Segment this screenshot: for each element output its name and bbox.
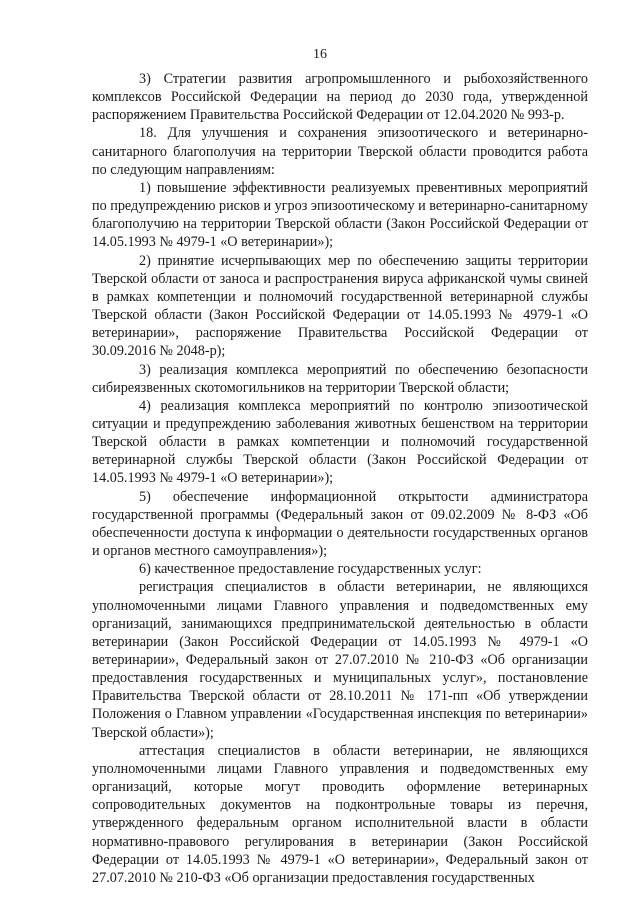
paragraph-direction-5: 5) обеспечение информационной открытости администратора государственной программы (Федеральный закон от 09.02.2009 № 8-ФЗ «Об обеспеченности доступа к информации о деятельности государственных органов и органов местного самоуправления»); — [92, 488, 588, 560]
paragraph-direction-6: 6) качественное предоставление государственных услуг: — [139, 561, 482, 578]
paragraph-strategy-3: 3) Стратегии развития агропромышленного и рыбохозяйственного комплексов Российской Федерации на период до 2030 года, утвержденной распоряжением Правительства Российской Федерации от 12.04.2020 № 993-р. — [92, 71, 588, 124]
page-number: 16 — [313, 47, 327, 62]
paragraph-direction-1: 1) повышение эффективности реализуемых превентивных мероприятий по предупреждению рисков и угроз эпизоотическому и ветеринарно-санитарному благополучию на территории Тверской области (Закон Российской Федерации от 14.05.1993 № 4979-1 «О ветеринарии»); — [92, 179, 588, 251]
paragraph-section-18: 18. Для улучшения и сохранения эпизоотического и ветеринарно-санитарного благополучия на территории Тверской области проводится работа по следующим направлениям: — [92, 125, 588, 178]
paragraph-registration: регистрация специалистов в области ветеринарии, не являющихся уполномоченными лицами Главного управления и подведомственных ему организаций, занимающихся предпринимательской деятельностью в области ветеринарии (Закон Российской Федерации от 14.05.1993 № 4979-1 «О ветеринарии», Федеральный закон от 27.07.2010 № 210-ФЗ «Об организации предоставления государственных и муниципальных услуг», постановление Правительства Тверской области от 28.10.2011 № 171-пп «Об утверждении Положения о Главном управлении «Государственная инспекция по ветеринарии» Тверской области»); — [92, 579, 588, 741]
paragraph-direction-2: 2) принятие исчерпывающих мер по обеспечению защиты территории Тверской области от заноса и распространения вируса африканской чумы свиней в рамках компетенции и полномочий государственной ветеринарной службы Тверской области (Закон Российской Федерации от 14.05.1993 № 4979-1 «О ветеринарии», распоряжение Правительства Российской Федерации от 30.09.2016 № 2048-р); — [92, 252, 588, 360]
paragraph-direction-3: 3) реализация комплекса мероприятий по обеспечению безопасности сибиреязвенных скотомогильников на территории Тверской области; — [92, 361, 588, 396]
paragraph-attestation: аттестация специалистов в области ветеринарии, не являющихся уполномоченными лицами Главного управления и подведомственных ему организаций, которые могут проводить оформление ветеринарных сопроводительных документов на подконтрольные товары из перечня, утвержденного федеральным органом исполнительной власти в области нормативно-правового регулирования в ветеринарии (Закон Российской Федерации от 14.05.1993 № 4979-1 «О ветеринарии», Федеральный закон от 27.07.2010 № 210-ФЗ «Об организации предоставления государственных — [92, 742, 588, 886]
paragraph-direction-4: 4) реализация комплекса мероприятий по контролю эпизоотической ситуации и предупреждению заболевания животных бешенством на территории Тверской области в рамках компетенции и полномочий государственной ветеринарной службы Тверской области (Закон Российской Федерации от 14.05.1993 № 4979-1 «О ветеринарии»); — [92, 397, 588, 487]
document-body — [92, 70, 588, 887]
